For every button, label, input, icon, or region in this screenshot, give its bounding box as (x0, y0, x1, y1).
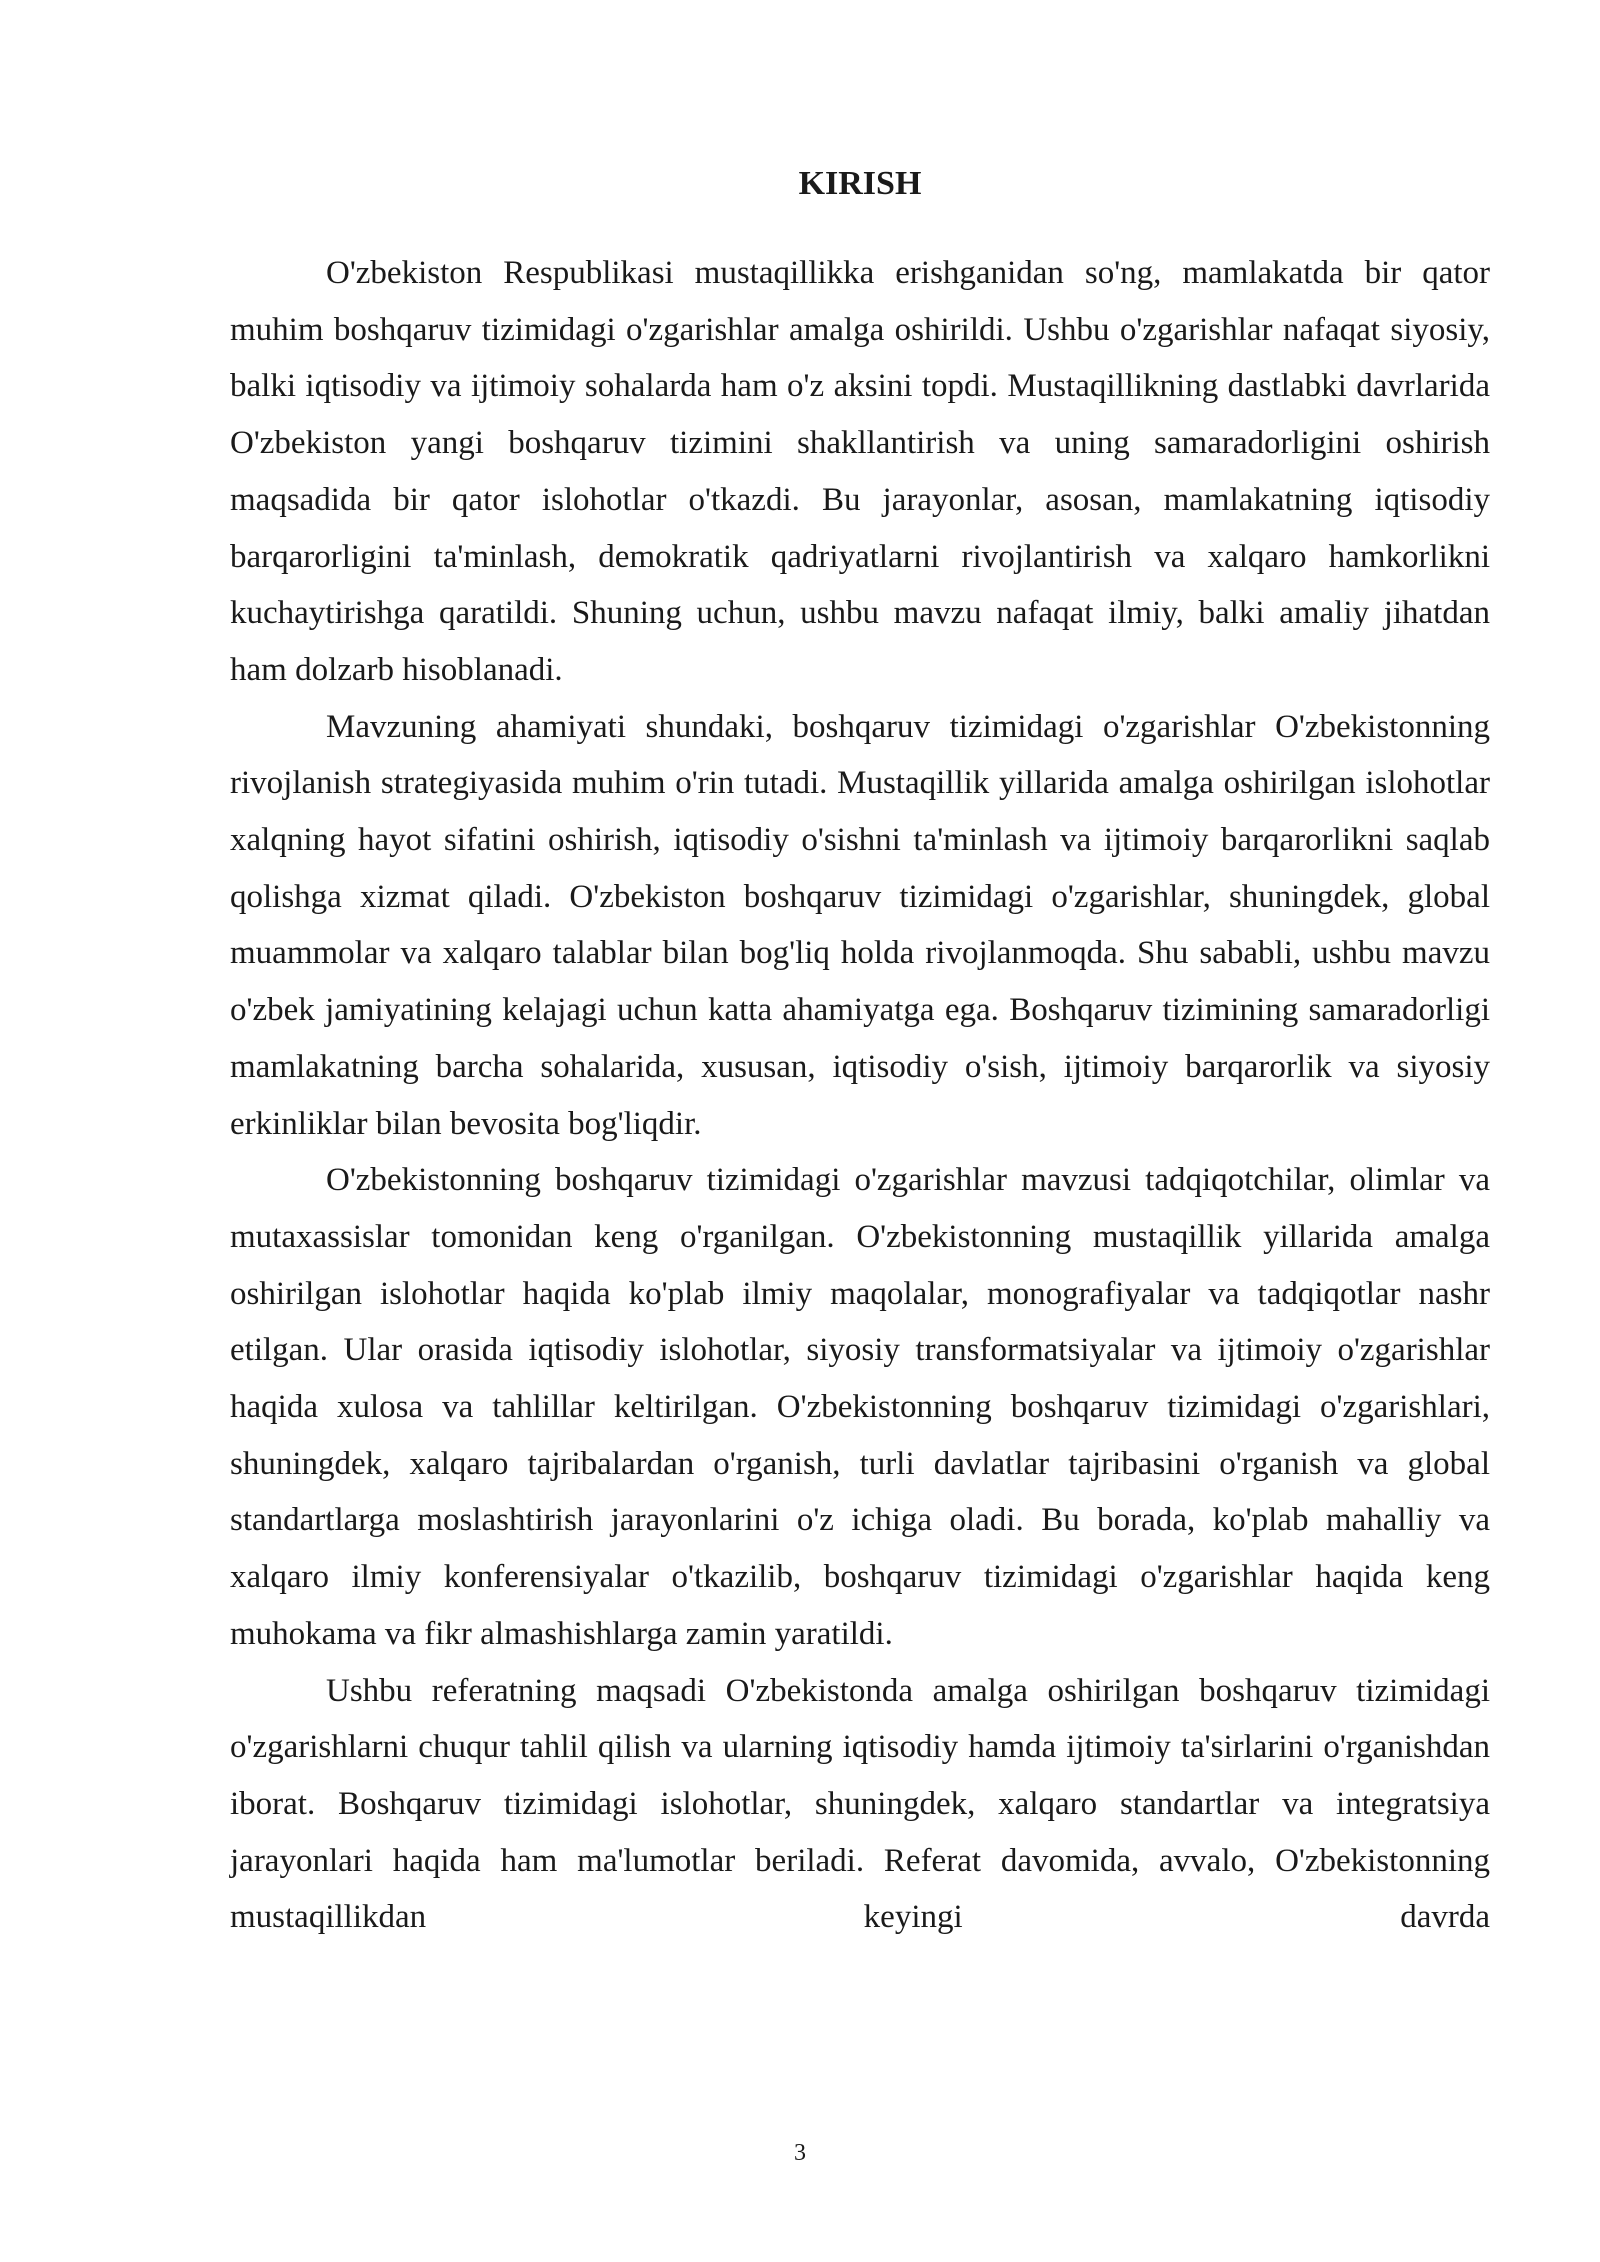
paragraph-1: O'zbekiston Respublikasi mustaqillikka erishganidan so'ng, mamlakatda bir qator muhim boshqaruv tizimidagi o'zgarishlar amalga oshirildi. Ushbu o'zgarishlar nafaqat siyosiy, balki iqtisodiy va ijtimoiy sohalarda ham o'z aksini topdi. Mustaqillikning dastlabki davrlarida O'zbekiston yangi boshqaruv tizimini shakllantirish va uning samaradorligini oshirish maqsadida bir qator islohotlar o'tkazdi. Bu jarayonlar, asosan, mamlakatning iqtisodiy barqarorligini ta'minlash, demokratik qadriyatlarni rivojlantirish va xalqaro hamkorlikni kuchaytirishga qaratildi. Shuning uchun, ushbu mavzu nafaqat ilmiy, balki amaliy jihatdan ham dolzarb hisoblanadi. (230, 255, 1490, 688)
paragraph-2: Mavzuning ahamiyati shundaki, boshqaruv tizimidagi o'zgarishlar O'zbekistonning rivojlanish strategiyasida muhim o'rin tutadi. Mustaqillik yillarida amalga oshirilgan islohotlar xalqning hayot sifatini oshirish, iqtisodiy o'sishni ta'minlash va ijtimoiy barqarorlikni saqlab qolishga xizmat qiladi. O'zbekiston boshqaruv tizimidagi o'zgarishlar, shuningdek, global muammolar va xalqaro talablar bilan bog'liq holda rivojlanmoqda. Shu sababli, ushbu mavzu o'zbek jamiyatining kelajagi uchun katta ahamiyatga ega. Boshqaruv tizimining samaradorligi mamlakatning barcha sohalarida, xususan, iqtisodiy o'sish, ijtimoiy barqarorlik va siyosiy erkinliklar bilan bevosita bog'liqdir. (230, 708, 1490, 1142)
paragraph-3: O'zbekistonning boshqaruv tizimidagi o'zgarishlar mavzusi tadqiqotchilar, olimlar va mutaxassislar tomonidan keng o'rganilgan. O'zbekistonning mustaqillik yillarida amalga oshirilgan islohotlar haqida ko'plab ilmiy maqolalar, monografiyalar va tadqiqotlar nashr etilgan. Ular orasida iqtisodiy islohotlar, siyosiy transformatsiyalar va ijtimoiy o'zgarishlar haqida xulosa va tahlillar keltirilgan. O'zbekistonning boshqaruv tizimidagi o'zgarishlari, shuningdek, xalqaro tajribalardan o'rganish, turli davlatlar tajribasini o'rganish va global standartlarga moslashtirish jarayonlarini o'z ichiga oladi. Bu borada, ko'plab mahalliy va xalqaro ilmiy konferensiyalar o'tkazilib, boshqaruv tizimidagi o'zgarishlar haqida keng muhokama va fikr almashishlarga zamin yaratildi. (230, 1162, 1490, 1652)
paragraph-4: Ushbu referatning maqsadi O'zbekistonda amalga oshirilgan boshqaruv tizimidagi o'zgarishlarni chuqur tahlil qilish va ularning iqtisodiy hamda ijtimoiy ta'sirlarini o'rganishdan iborat. Boshqaruv tizimidagi islohotlar, shuningdek, xalqaro standartlar va integratsiya jarayonlari haqida ham ma'lumotlar beriladi. Referat davomida, avvalo, O'zbekistonning mustaqillikdan keyingi davrda (230, 1672, 1490, 1936)
page-title: KIRISH (798, 165, 922, 202)
body-text (230, 245, 1490, 1946)
page-number: 3 (794, 2140, 806, 2166)
